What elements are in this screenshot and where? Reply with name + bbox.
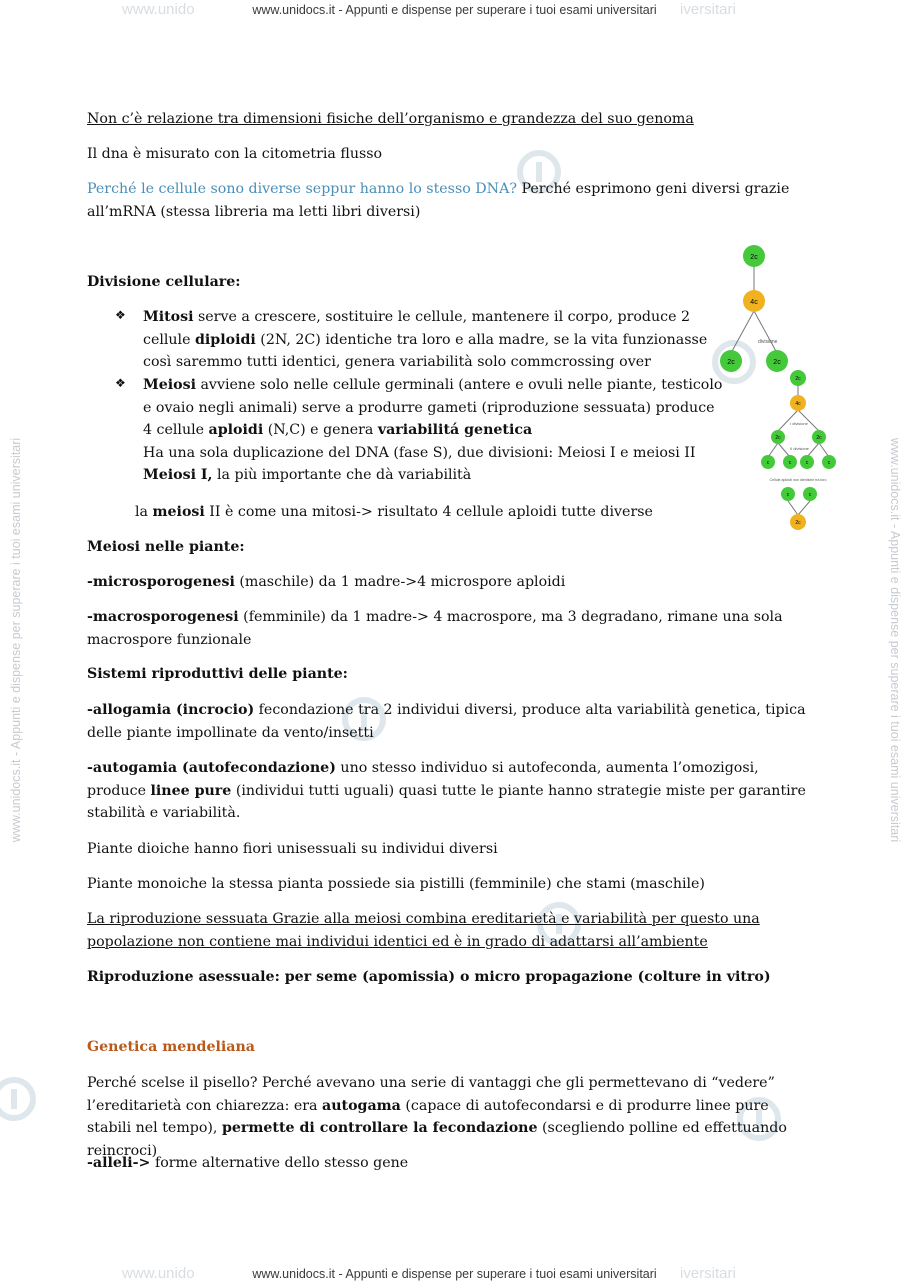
connector-line [798,501,810,515]
connector-line [731,311,754,353]
connector-line [754,311,777,353]
connector-line [768,443,778,457]
meiosis-cell-i-right-label: 2c [816,435,822,441]
mitosis-parent-label: 2c [750,254,758,261]
pisello-text-1: Perché scelse il pisello? Perché avevano una serie di vantaggi che gli permettevano di “vedere” l’ereditarietà con chiarezza: era [87,1075,775,1114]
paragraph-citometria: Il dna è misurato con la citometria flusso [87,146,383,162]
connector-line [788,501,798,515]
micro-text: (maschile) da 1 madre->4 microspore aploidi [234,574,566,590]
term-allogamia: -allogamia (incrocio) [87,702,255,718]
bullet-diamond-icon: ❖ [115,376,126,390]
watermark-ghost-left: www.unido [122,1,195,18]
mitosis-duplicated-label: 4c [750,299,758,306]
heading-meiosi-piante: Meiosi nelle piante: [87,539,245,555]
paragraph-riproduzione-asessuale: Riproduzione asessuale: per seme (apomissia) o micro propagazione (colture in vitro) [87,969,771,985]
paragraph-autogamia [87,757,817,825]
bullet-diamond-icon: ❖ [115,308,126,322]
meiosis-caption: Cellule aploidi non identiche tra loro [769,478,827,482]
watermark-bottom: www.unidocs.it - Appunti e dispense per superare i tuoi esami universitari [252,1267,657,1281]
meiosi-text-2: (N,C) e genera [263,422,378,438]
mitosis-daughter-label-left: 2c [727,359,735,366]
paragraph-allogamia [87,699,817,744]
meiosis-gamete-label-4: c [827,460,831,466]
term-autogamia: -autogamia (autofecondazione) [87,760,336,776]
term-meiosi-i: Meiosi I, [143,467,213,483]
mitosi-text-2: (2N, 2C) identiche tra loro e alla madre, se la vita funzionasse così saremmo tutti identici, genera variabilità solo commcrossing over [143,331,708,370]
meiosis-fusing-gamete-left-label: c [786,492,790,498]
meiosi-text-3: Ha una sola duplicazione del DNA (fase S), due divisioni: Meiosi I e meiosi II [143,444,696,461]
heading-sistemi-riproduttivi: Sistemi riproduttivi delle piante: [87,666,348,682]
paragraph-microsporogenesi [87,571,817,594]
watermark-side-right: www.unidocs.it - Appunti e dispense per superare i tuoi esami universitari [888,437,902,843]
watermark-ghost-right: iversitari [680,1,736,18]
meiosis-zygote-label: 2c [795,520,801,526]
connector-line [819,443,829,457]
meiosi-text-1: avviene solo nelle cellule germinali (antere e ovuli nelle piante, testicolo e ovaio negli animali) serve a produrre gameti (riproduzione sessuata) produce 4 cellule [143,377,723,438]
term-mitosi: Mitosi [143,309,194,325]
meiosis-first-division-label: I divisione [790,421,808,426]
term-linee-pure: linee pure [150,782,232,799]
pisello-text-2: (capace di autofecondarsi e di produrre linee pure stabili nel tempo), [87,1097,769,1136]
macro-text: (femminile) da 1 madre-> 4 macrospore, ma 3 degradano, rimane una sola macrospore funzionale [87,609,783,648]
meiosis-gamete-label-2: c [788,460,792,466]
term-meiosi: Meiosi [143,377,196,393]
watermark-top: www.unidocs.it - Appunti e dispense per superare i tuoi esami universitari [252,3,657,17]
term-microsporogenesi: -microsporogenesi [87,574,235,590]
meiosi2-text-a: la [135,504,153,520]
auto-text-1: uno stesso individuo si autofeconda, aumenta l’omozigosi, produce [87,760,759,799]
mitosis-division-label: divisione [758,339,778,345]
auto-text-2: (individui tutti uguali) quasi tutte le piante hanno strategie miste per garantire stabilità e variabilità. [87,782,806,821]
paragraph-riproduzione-sessuata: La riproduzione sessuata Grazie alla meiosi combina ereditarietà e variabilità per questo una popolazione non contiene mai individui identici ed è in grado di adattarsi all’ambiente [87,911,760,950]
connector-line [778,443,790,457]
pisello-text-3: (scegliendo polline ed effettuando reincroci) [87,1120,787,1159]
term-autogama: autogama [322,1097,401,1114]
meiosis-second-division-label: II divisione [790,446,809,451]
term-diploidi: diploidi [195,331,256,348]
meiosis-gamete-label-3: c [805,460,809,466]
question-text: Perché le cellule sono diverse seppur hanno lo stesso DNA? [87,181,517,197]
meiosis-duplicated-label: 4c [795,401,801,407]
meiosis-fusing-gamete-right-label: c [808,492,812,498]
watermark-ghost-right-bottom: iversitari [680,1265,736,1282]
term-macrosporogenesi: -macrosporogenesi [87,609,239,625]
watermark-logo-icon [0,1075,38,1127]
meiosis-gamete-label-1: c [766,460,770,466]
paragraph-monoiche: Piante monoiche la stessa pianta possiede sia pistilli (femminile) che stami (maschile) [87,876,705,892]
term-aploidi: aploidi [208,422,264,438]
meiosis-parent-label: 2c [795,376,801,382]
mitosis-daughter-label-right: 2c [773,359,781,366]
paragraph-genome-size: Non c’è relazione tra dimensioni fisiche dell’organismo e grandezza del suo genoma [87,111,694,127]
answer-text: Perché esprimono geni diversi grazie all’mRNA (stessa libreria ma letti libri diversi) [87,181,790,220]
term-controllo-fecondazione: permette di controllare la fecondazione [221,1120,538,1136]
watermark-side-left: www.unidocs.it - Appunti e dispense per superare i tuoi esami universitari [9,437,23,843]
watermark-ghost-left-bottom: www.unido [122,1265,195,1282]
paragraph-pisello [87,1072,817,1162]
heading-divisione-cellulare: Divisione cellulare: [87,274,241,290]
cell-division-diagram [710,235,860,535]
paragraph-dioiche: Piante dioiche hanno fiori unisessuali su individui diversi [87,841,498,857]
meiosi2-term: meiosi [152,504,205,520]
meiosi-text-4: la più importante che dà variabilità [212,467,472,483]
term-variabilita: variabilitá genetica [377,422,533,438]
mitosi-text-1: serve a crescere, sostituire le cellule, mantenere il corpo, produce 2 cellule [143,309,691,348]
allo-text: fecondazione tra 2 individui diversi, produce alta variabilità genetica, tipica delle piante impollinate da vento/insetti [87,702,806,741]
alleli-text: forme alternative dello stesso gene [150,1155,409,1171]
item-meiosi [143,374,723,487]
heading-genetica-mendeliana: Genetica mendeliana [87,1039,255,1055]
paragraph-cells-differ [87,178,817,223]
term-alleli: -alleli-> [87,1155,151,1171]
paragraph-alleli [87,1152,817,1175]
paragraph-macrosporogenesi [87,606,817,651]
meiosi2-text-c: II è come una mitosi-> risultato 4 cellule aploidi tutte diverse [204,504,653,520]
meiosis-cell-i-left-label: 2c [775,435,781,441]
item-mitosi [143,306,723,374]
